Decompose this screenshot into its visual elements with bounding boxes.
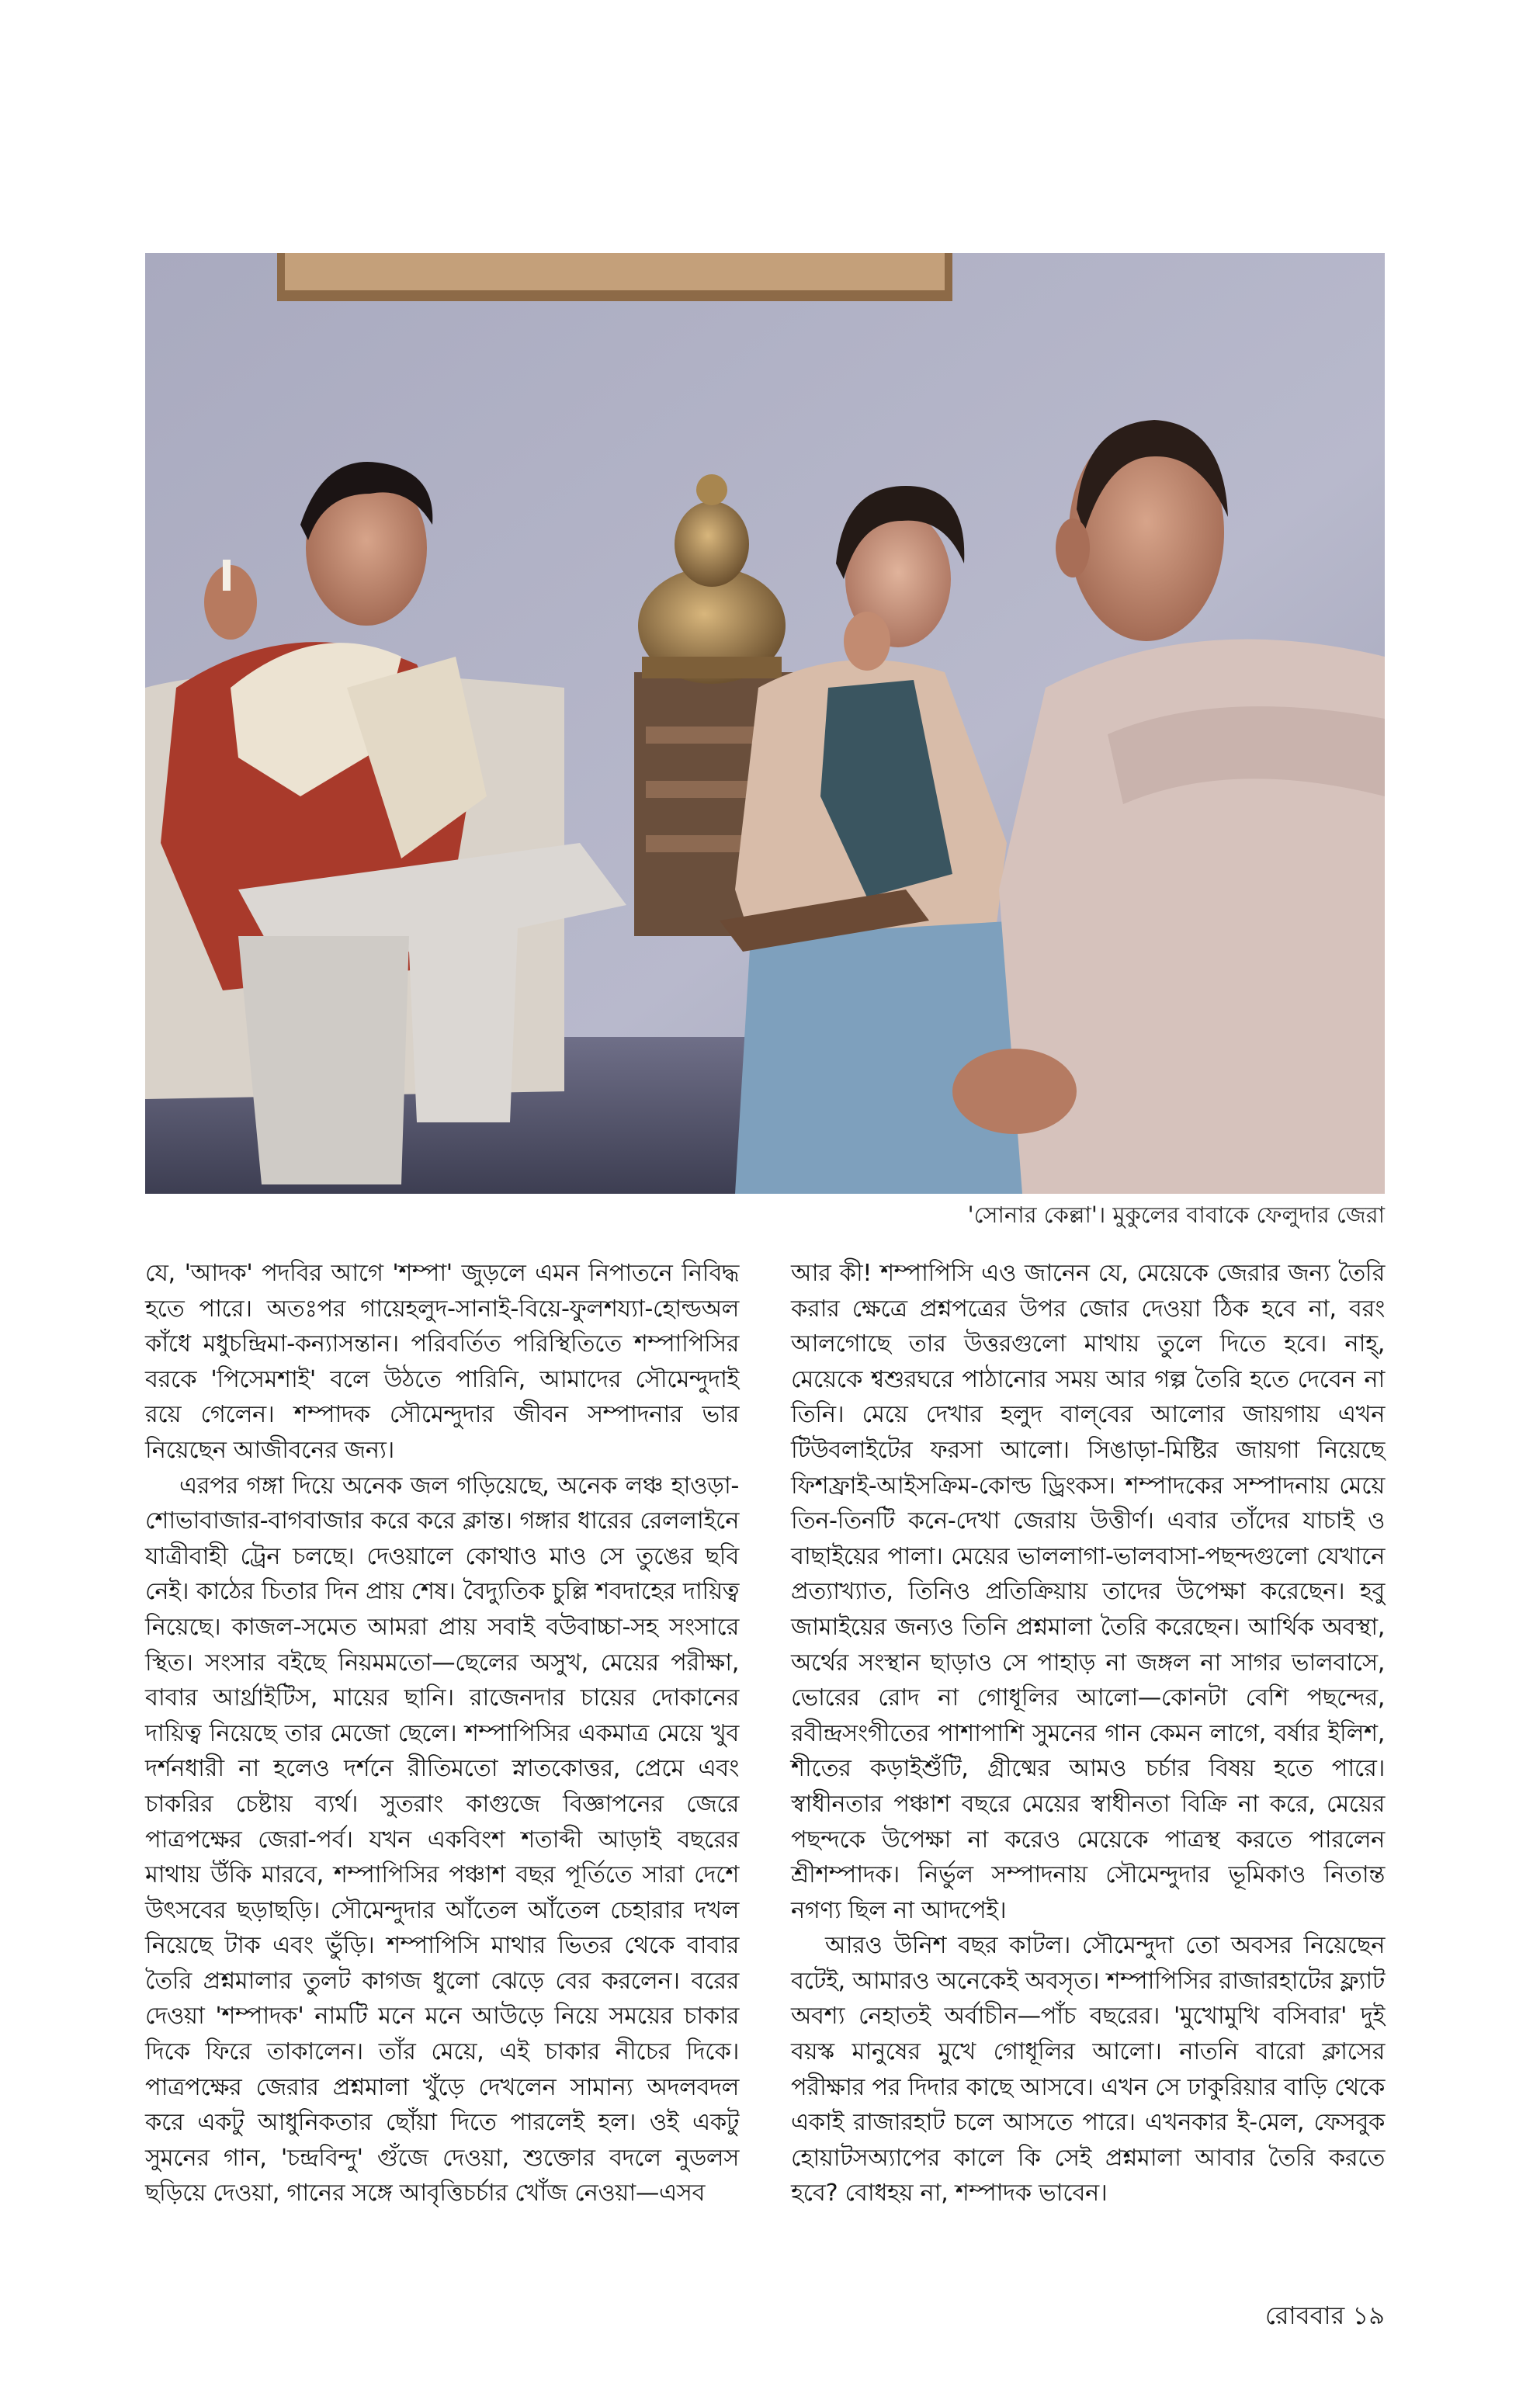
paragraph: আরও উনিশ বছর কাটল। সৌমেন্দুদা তো অবসর নিয়েছেন বটেই, আমারও অনেকেই অবসৃত। শম্পাপিসির রাজারহাটের ফ্ল্যাট অবশ্য নেহাতই অর্বাচীন—পাঁচ বছরের। 'মুখোমুখি বসিবার' দুই বয়স্ক মানুষের মুখে গোধূলির আলো। নাতনি বারো ক্লাসের পরীক্ষার পর দিদার কাছে আসবে। এখন সে ঢাকুরিয়ার বাড়ি থেকে একাই রাজারহাট চলে আসতে পারে। এখনকার ই-মেল, ফেসবুক হোয়াটসঅ্যাপের কালে কি সেই প্রশ্নমালা আবার তৈরি করতে হবে? বোধহয় না, শম্পাদক ভাবেন। [791, 1932, 1385, 2207]
article-body [145, 1256, 1385, 2265]
right-column [791, 1256, 1385, 2211]
photo-caption: 'সোনার কেল্লা'। মুকুলের বাবাকে ফেলুদার জেরা [967, 1202, 1385, 1228]
paragraph: এরপর গঙ্গা দিয়ে অনেক জল গড়িয়েছে, অনেক লঞ্চ হাওড়া-শোভাবাজার-বাগবাজার করে করে ক্লান্ত। গঙ্গার ধারের রেললাইনে যাত্রীবাহী ট্রেন চলছে। দেওয়ালে কোথাও মাও সে তুঙের ছবি নেই। কাঠের চিতার দিন প্রায় শেষ। বৈদ্যুতিক চুল্লি শবদাহের দায়িত্ব নিয়েছে। কাজল-সমেত আমরা প্রায় সবাই বউবাচ্চা-সহ সংসারে স্থিত। সংসার বইছে নিয়মমতো—ছেলের অসুখ, মেয়ের পরীক্ষা, বাবার আর্থ্রাইটিস, মায়ের ছানি। রাজেনদার চায়ের দোকানের দায়িত্ব নিয়েছে তার মেজো ছেলে। শম্পাপিসির একমাত্র মেয়ে খুব দর্শনধারী না হলেও দর্শনে রীতিমতো স্নাতকোত্তর, প্রেমে এবং চাকরির চেষ্টায় ব্যর্থ। সুতরাং কাগুজে বিজ্ঞাপনের জেরে পাত্রপক্ষের জেরা-পর্ব। যখন একবিংশ শতাব্দী আড়াই বছরের মাথায় উঁকি মারবে, শম্পাপিসির পঞ্চাশ বছর পূর্তিতে সারা দেশে উৎসবের ছড়াছড়ি। সৌমেন্দুদার আঁতেল আঁতেল চেহারার দখল নিয়েছে টাক এবং ভুঁড়ি। শম্পাপিসি মাথার ভিতর থেকে বাবার তৈরি প্রশ্নমালার তুলট কাগজ ধুলো ঝেড়ে বের করলেন। বরের দেওয়া 'শম্পাদক' নামটি মনে মনে আউড়ে নিয়ে সময়ের চাকার দিকে ফিরে তাকালেন। তাঁর মেয়ে, এই চাকার নীচের দিকে। পাত্রপক্ষের জেরার প্রশ্নমালা খুঁড়ে দেখলেন সামান্য অদলবদল করে একটু আধুনিকতার ছোঁয়া দিতে পারলেই হল। ওই একটু সুমনের গান, 'চন্দ্রবিন্দু' গুঁজে দেওয়া, শুক্তোর বদলে নুডলস ছড়িয়ে দেওয়া, গানের সঙ্গে আবৃত্তিচর্চার খোঁজ নেওয়া—এসব [145, 1472, 739, 2207]
paragraph: যে, 'আদক' পদবির আগে 'শম্পা' জুড়লে এমন নিপাতনে নিবিদ্ধ হতে পারে। অতঃপর গায়েহলুদ-সানাই-বিয়ে-ফুলশয্যা-হোল্ডঅল কাঁধে মধুচন্দ্রিমা-কন্যাসন্তান। পরিবর্তিত পরিস্থিতিতে শম্পাপিসির বরকে 'পিসেমশাই' বলে উঠতে পারিনি, আমাদের সৌমেন্দুদাই রয়ে গেলেন। শম্পাদক সৌমেন্দুদার জীবন সম্পাদনার ভার নিয়েছেন আজীবনের জন্য। [145, 1260, 739, 1464]
paragraph: আর কী! শম্পাপিসি এও জানেন যে, মেয়েকে জেরার জন্য তৈরি করার ক্ষেত্রে প্রশ্নপত্রের উপর জোর দেওয়া ঠিক হবে না, বরং আলগোছে তার উত্তরগুলো মাথায় তুলে দিতে হবে। নাহ্‌, মেয়েকে শ্বশুরঘরে পাঠানোর সময় আর গল্প তৈরি হতে দেবেন না তিনি। মেয়ে দেখার হলুদ বাল্‌বের আলোর জায়গায় এখন টিউবলাইটের ফরসা আলো। সিঙাড়া-মিষ্টির জায়গা নিয়েছে ফিশফ্রাই-আইসক্রিম-কোল্ড ড্রিংকস। শম্পাদকের সম্পাদনায় মেয়ে তিন-তিনটি কনে-দেখা জেরায় উত্তীর্ণ। এবার তাঁদের যাচাই ও বাছাইয়ের পালা। মেয়ের ভাললাগা-ভালবাসা-পছন্দগুলো যেখানে প্রত্যাখ্যাত, তিনিও প্রতিক্রিয়ায় তাদের উপেক্ষা করেছেন। হবু জামাইয়ের জন্যও তিনি প্রশ্নমালা তৈরি করেছেন। আর্থিক অবস্থা, অর্থের সংস্থান ছাড়াও সে পাহাড় না জঙ্গল না সাগর ভালবাসে, ভোরের রোদ না গোধূলির আলো—কোনটা বেশি পছন্দের, রবীন্দ্রসংগীতের পাশাপাশি সুমনের গান কেমন লাগে, বর্ষার ইলিশ, শীতের কড়াইশুঁটি, গ্রীষ্মের আমও চর্চার বিষয় হতে পারে। স্বাধীনতার পঞ্চাশ বছরে মেয়ের স্বাধীনতা বিক্রি না করে, মেয়ের পছন্দকে উপেক্ষা না করেও মেয়েকে পাত্রস্থ করতে পারলেন শ্রীশম্পাদক। নির্ভুল সম্পাদনায় সৌমেন্দুদার ভূমিকাও নিতান্ত নগণ্য ছিল না আদপেই। [791, 1260, 1385, 1924]
left-column [145, 1256, 739, 2211]
page-number: ১৯ [1352, 2301, 1385, 2330]
magazine-name: রোববার [1264, 2301, 1345, 2330]
film-still-photo [145, 253, 1385, 1194]
page-footer [1265, 2296, 1385, 2338]
